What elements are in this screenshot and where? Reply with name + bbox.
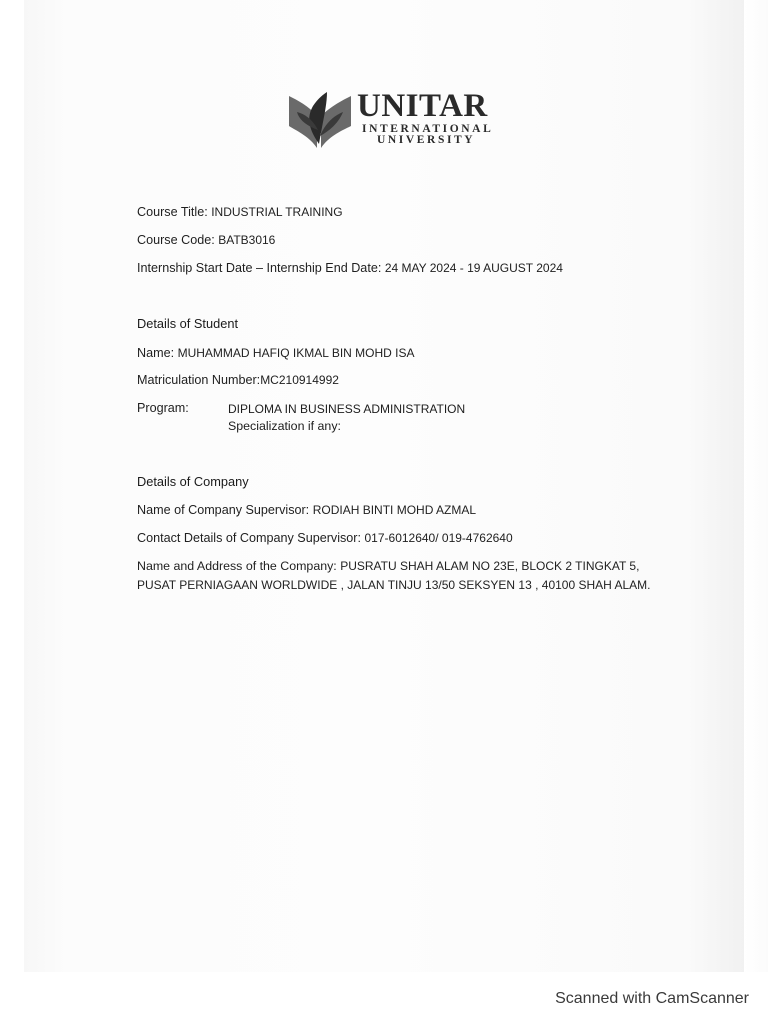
internship-dates-line: [137, 259, 563, 277]
supervisor-contact-value: 017-6012640/ 019-4762640: [364, 531, 513, 545]
course-title-line: [137, 203, 343, 221]
company-address-block: [137, 557, 657, 595]
matric-number-label: Matriculation Number:: [137, 373, 261, 387]
logo-wordmark: UNITAR: [357, 88, 488, 124]
supervisor-name-line: [137, 501, 476, 519]
company-address-label: Name and Address of the Company:: [137, 559, 337, 573]
university-logo: [287, 86, 497, 150]
scanner-watermark: Scanned with CamScanner: [555, 990, 749, 1007]
matric-number-line: [137, 371, 339, 389]
matric-number-value: MC210914992: [260, 373, 339, 387]
course-code-label: Course Code:: [137, 233, 215, 247]
internship-dates-label: Internship Start Date – Internship End Date:: [137, 261, 382, 275]
course-title-label: Course Title:: [137, 205, 208, 219]
program-label: Program:: [137, 401, 189, 415]
company-address-value: PUSRATU SHAH ALAM NO 23E, BLOCK 2 TINGKAT 5, PUSAT PERNIAGAAN WORLDWIDE , JALAN TINJU 13/50 SEKSYEN 13 , 40100 SHAH ALAM.: [137, 559, 651, 592]
course-code-value: BATB3016: [218, 233, 276, 247]
specialization-label: Specialization if any:: [228, 419, 341, 433]
course-code-line: [137, 231, 275, 249]
program-value: DIPLOMA IN BUSINESS ADMINISTRATION: [228, 402, 466, 416]
supervisor-contact-line: [137, 529, 513, 547]
page-edge: [744, 0, 768, 972]
student-name-line: [137, 344, 415, 362]
student-name-label: Name:: [137, 346, 175, 360]
student-name-value: MUHAMMAD HAFIQ IKMAL BIN MOHD ISA: [177, 346, 415, 360]
internship-dates-value: 24 MAY 2024 - 19 AUGUST 2024: [384, 261, 563, 275]
course-title-value: INDUSTRIAL TRAINING: [211, 205, 343, 219]
leaf-book-icon: [287, 86, 353, 150]
logo-subtitle-line1: INTERNATIONAL: [362, 123, 494, 135]
supervisor-name-value: RODIAH BINTI MOHD AZMAL: [312, 503, 477, 517]
supervisor-name-label: Name of Company Supervisor:: [137, 503, 310, 517]
student-section-heading: Details of Student: [137, 316, 239, 331]
supervisor-contact-label: Contact Details of Company Supervisor:: [137, 531, 361, 545]
logo-subtitle-line2: UNIVERSITY: [377, 134, 476, 146]
company-section-heading: Details of Company: [137, 474, 249, 489]
